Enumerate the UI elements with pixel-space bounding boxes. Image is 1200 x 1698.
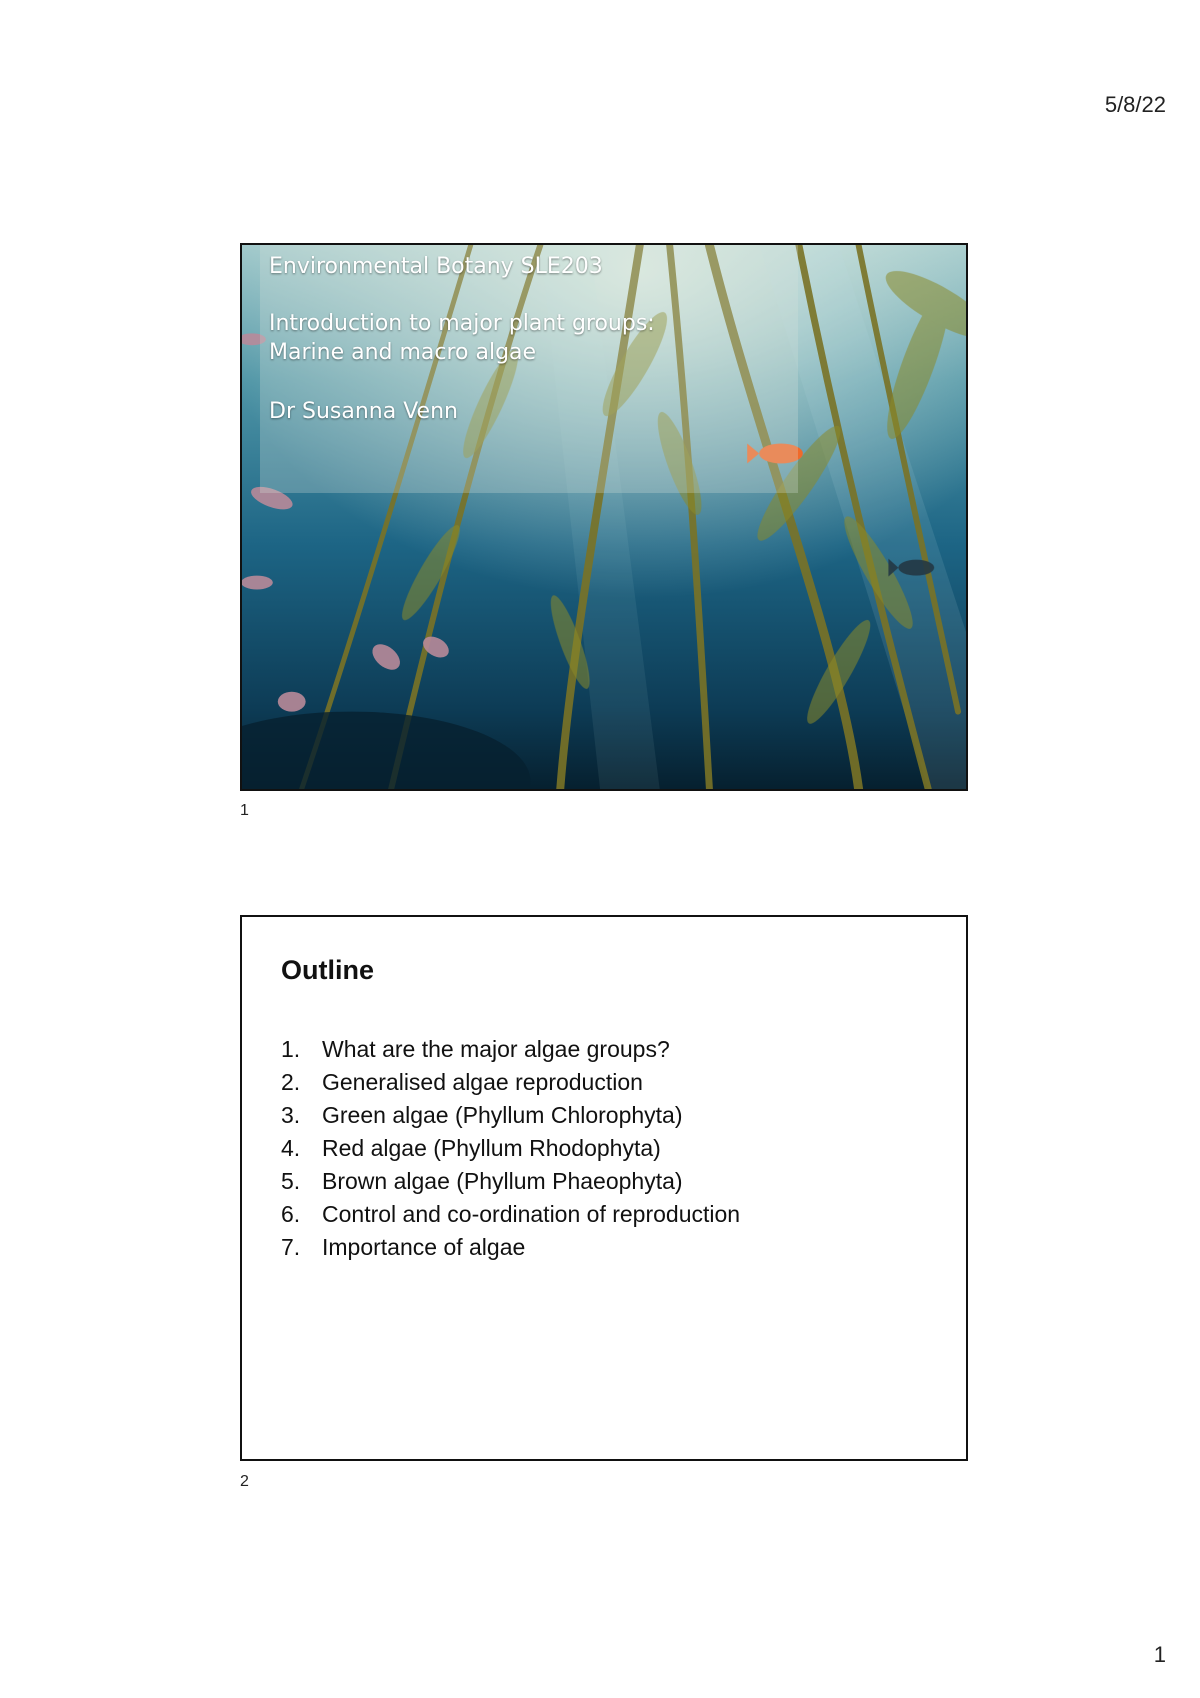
lecture-title-line-2: Marine and macro algae	[269, 340, 537, 365]
outline-item-number: 4.	[281, 1135, 301, 1161]
slide-1-title	[240, 243, 968, 791]
outline-item-number: 3.	[281, 1102, 301, 1128]
outline-item	[281, 1165, 740, 1198]
outline-heading: Outline	[281, 955, 374, 985]
outline-item-text: Green algae (Phyllum Chlorophyta)	[322, 1102, 683, 1128]
outline-item-number: 1.	[281, 1036, 301, 1062]
presenter-name: Dr Susanna Venn	[269, 399, 458, 424]
course-title: Environmental Botany SLE203	[269, 254, 603, 279]
outline-item	[281, 1099, 740, 1132]
outline-item-number: 6.	[281, 1201, 301, 1227]
title-overlay-box	[260, 245, 798, 493]
outline-item	[281, 1033, 740, 1066]
slide-2-number: 2	[240, 1473, 249, 1490]
lecture-title-line-1: Introduction to major plant groups:	[269, 311, 655, 336]
page-number: 1	[1153, 1642, 1166, 1667]
outline-item-text: What are the major algae groups?	[322, 1036, 670, 1062]
outline-list	[281, 1033, 740, 1264]
outline-item-text: Red algae (Phyllum Rhodophyta)	[322, 1135, 661, 1161]
outline-item	[281, 1198, 740, 1231]
outline-item-text: Control and co-ordination of reproduction	[322, 1201, 741, 1227]
outline-item-number: 2.	[281, 1069, 301, 1095]
outline-item-text: Brown algae (Phyllum Phaeophyta)	[322, 1168, 683, 1194]
outline-item-number: 7.	[281, 1234, 301, 1260]
outline-item	[281, 1066, 740, 1099]
slide-2-outline	[240, 915, 968, 1461]
outline-item	[281, 1132, 740, 1165]
outline-item-number: 5.	[281, 1168, 301, 1194]
outline-item	[281, 1231, 740, 1264]
page-date: 5/8/22	[1104, 92, 1166, 117]
outline-item-text: Generalised algae reproduction	[322, 1069, 643, 1095]
outline-item-text: Importance of algae	[322, 1234, 526, 1260]
slide-1-number: 1	[240, 802, 249, 819]
